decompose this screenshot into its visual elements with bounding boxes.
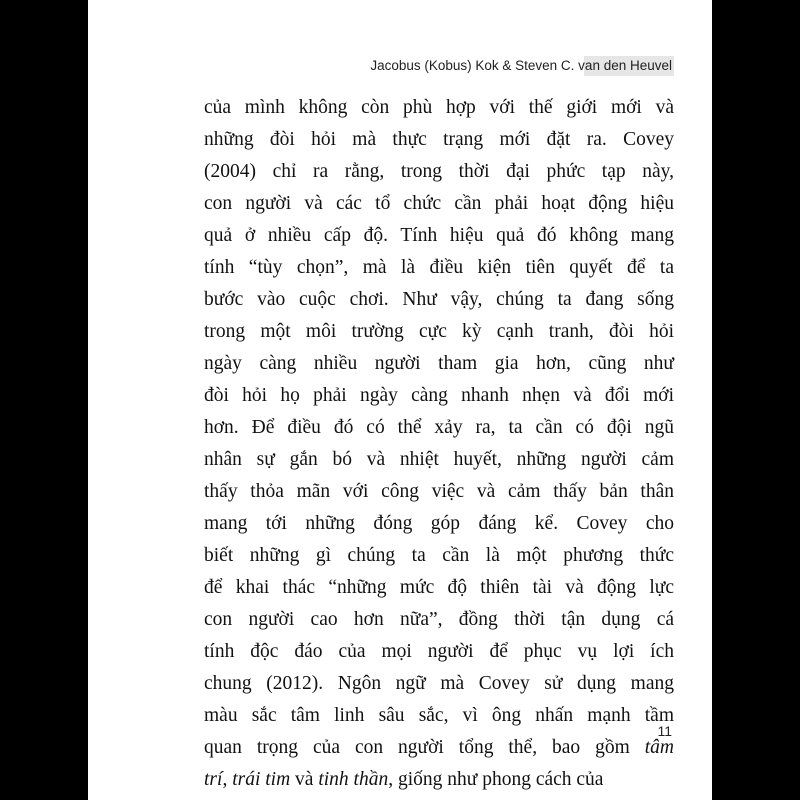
text-line: trong một môi trường cực kỳ cạnh tranh, đòi hỏi [204,321,674,342]
italic-term: tâm [644,737,674,758]
text-line: bước vào cuộc chơi. Như vậy, chúng ta đang sống [204,289,674,310]
page-number: 11 [657,723,672,739]
text-line: của mình không còn phù hợp với thế giới mới và [204,97,674,118]
text-line: nhân sự gắn bó và nhiệt huyết, những người cảm [204,449,674,470]
text-line-22 [204,764,674,796]
italic-term: trí [204,769,223,790]
text-line: màu sắc tâm linh sâu sắc, vì ông nhấn mạnh tầm [204,705,674,726]
text-line: biết những gì chúng ta cần là một phương thức [204,545,674,566]
text-line: quả ở nhiều cấp độ. Tính hiệu quả đó không mang [204,225,674,246]
text-segment: và [290,769,319,790]
text-segment: quan trọng của con người tổng thể, bao gồm [204,737,630,758]
text-line: tính “tùy chọn”, mà là điều kiện tiên quyết để ta [204,257,674,278]
body-text [204,92,674,796]
text-line: chung (2012). Ngôn ngữ mà Covey sử dụng mang [204,673,674,694]
text-line: tính độc đáo của mọi người để phục vụ lợi ích [204,641,674,662]
text-line: con người và các tổ chức cần phải hoạt động hiệu [204,193,674,214]
text-line: ngày càng nhiều người tham gia hơn, cũng như [204,353,674,374]
italic-term: trái tim [232,769,291,790]
text-line: để khai thác “những mức độ thiên tài và động lực [204,577,674,598]
text-line: những đòi hỏi mà thực trạng mới đặt ra. Covey [204,129,674,150]
text-line: thấy thỏa mãn với công việc và cảm thấy bản thân [204,481,674,502]
running-title: Jacobus (Kobus) Kok & Steven C. van den Heuvel [370,58,672,73]
text-line: (2004) chỉ ra rằng, trong thời đại phức tạp này, [204,161,674,182]
running-header [88,58,672,73]
text-line: con người cao hơn nữa”, đồng thời tận dụng cá [204,609,674,630]
text-line: mang tới những đóng góp đáng kể. Covey cho [204,513,674,534]
book-page [88,0,712,800]
text-line: đòi hỏi họ phải ngày càng nhanh nhẹn và đổi mới [204,385,674,406]
text-segment: , giống như phong cách của [388,769,604,790]
text-segment: , [222,769,233,790]
text-line: hơn. Để điều đó có thể xảy ra, ta cần có đội ngũ [204,417,674,438]
italic-term: tinh thần [318,769,389,790]
